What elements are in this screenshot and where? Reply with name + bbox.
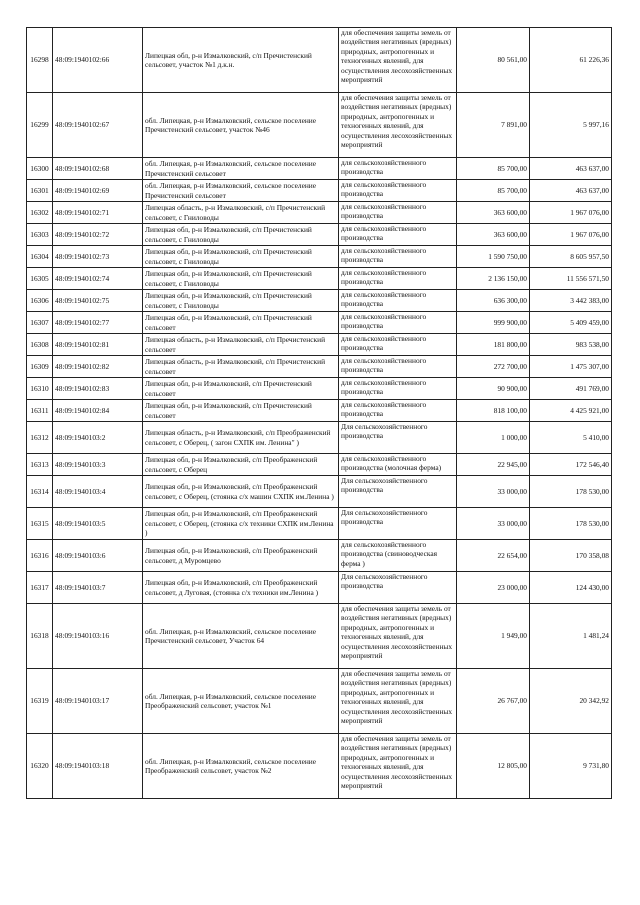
cadastral-number: 48:09:1940102:77 xyxy=(53,312,143,334)
cadastral-cost: 983 538,00 xyxy=(530,334,612,356)
table-row xyxy=(27,158,612,180)
address: Липецкая обл, р-н Измалковский, с/п Пречистенский сельсовет, с Гниловоды xyxy=(143,290,339,312)
area-value: 33 000,00 xyxy=(457,508,530,540)
cadastral-number: 48:09:1940103:4 xyxy=(53,476,143,508)
permitted-use: для сельскохозяйственного производства xyxy=(339,356,457,378)
row-number: 16298 xyxy=(27,28,53,93)
table-row xyxy=(27,604,612,669)
area-value: 1 000,00 xyxy=(457,422,530,454)
cadastral-cost: 463 637,00 xyxy=(530,180,612,202)
area-value: 23 000,00 xyxy=(457,572,530,604)
permitted-use: Для сельскохозяйственного производства xyxy=(339,422,457,454)
table-row xyxy=(27,476,612,508)
address: Липецкая обл, р-н Измалковский, с/п Пречистенский сельсовет xyxy=(143,400,339,422)
row-number: 16311 xyxy=(27,400,53,422)
address: Липецкая обл, р-н Измалковский, с/п Пречистенский сельсовет, с Гниловоды xyxy=(143,224,339,246)
cadastral-number: 48:09:1940102:74 xyxy=(53,268,143,290)
cadastral-cost: 1 475 307,00 xyxy=(530,356,612,378)
cadastral-cost: 1 967 076,00 xyxy=(530,202,612,224)
table-row xyxy=(27,224,612,246)
cadastral-cost: 4 425 921,00 xyxy=(530,400,612,422)
cadastral-cost: 463 637,00 xyxy=(530,158,612,180)
permitted-use: для сельскохозяйственного производства xyxy=(339,312,457,334)
table-row xyxy=(27,246,612,268)
table-row xyxy=(27,334,612,356)
document-page xyxy=(26,27,611,799)
table-row xyxy=(27,508,612,540)
permitted-use: для сельскохозяйственного производства (молочная ферма) xyxy=(339,454,457,476)
area-value: 818 100,00 xyxy=(457,400,530,422)
cadastral-number: 48:09:1940103:2 xyxy=(53,422,143,454)
cadastral-number: 48:09:1940103:18 xyxy=(53,734,143,799)
table-row xyxy=(27,180,612,202)
row-number: 16305 xyxy=(27,268,53,290)
permitted-use: для обеспечения защиты земель от воздействия негативных (вредных) природных, антропогенных и техногенных явлений, для осуществления лесохозяйственных мероприятий xyxy=(339,604,457,669)
area-value: 999 900,00 xyxy=(457,312,530,334)
row-number: 16308 xyxy=(27,334,53,356)
cadastral-number: 48:09:1940102:75 xyxy=(53,290,143,312)
permitted-use: для обеспечения защиты земель от воздействия негативных (вредных) природных, антропогенных и техногенных явлений, для осуществления лесохозяйственных мероприятий xyxy=(339,669,457,734)
cadastral-number: 48:09:1940103:16 xyxy=(53,604,143,669)
address: Липецкая обл, р-н Измалковский, с/п Преображенский сельсовет, с Оберец, (стоянка с/х машин СХПК им.Ленина ) xyxy=(143,476,339,508)
address: Липецкая область, р-н Измалковский, с/п Пречистенский сельсовет, с Гниловоды xyxy=(143,202,339,224)
permitted-use: для сельскохозяйственного производства xyxy=(339,290,457,312)
cadastral-number: 48:09:1940102:83 xyxy=(53,378,143,400)
address: Липецкая обл, р-н Измалковский, с/п Пречистенский сельсовет xyxy=(143,312,339,334)
cadastral-number: 48:09:1940103:7 xyxy=(53,572,143,604)
table-row xyxy=(27,378,612,400)
cadastral-cost: 5 997,16 xyxy=(530,93,612,158)
permitted-use: для сельскохозяйственного производства xyxy=(339,400,457,422)
row-number: 16306 xyxy=(27,290,53,312)
permitted-use: для сельскохозяйственного производства xyxy=(339,334,457,356)
area-value: 2 136 150,00 xyxy=(457,268,530,290)
area-value: 181 800,00 xyxy=(457,334,530,356)
area-value: 1 590 750,00 xyxy=(457,246,530,268)
cadastral-cost: 491 769,00 xyxy=(530,378,612,400)
cadastral-number: 48:09:1940102:68 xyxy=(53,158,143,180)
cadastral-number: 48:09:1940102:73 xyxy=(53,246,143,268)
area-value: 636 300,00 xyxy=(457,290,530,312)
area-value: 26 767,00 xyxy=(457,669,530,734)
table-row xyxy=(27,572,612,604)
row-number: 16313 xyxy=(27,454,53,476)
area-value: 85 700,00 xyxy=(457,158,530,180)
row-number: 16314 xyxy=(27,476,53,508)
row-number: 16307 xyxy=(27,312,53,334)
row-number: 16309 xyxy=(27,356,53,378)
area-value: 12 805,00 xyxy=(457,734,530,799)
address: обл. Липецкая, р-н Измалковский, сельское поселение Пречистенский сельсовет, участок №46 xyxy=(143,93,339,158)
permitted-use: для обеспечения защиты земель от воздействия негативных (вредных) природных, антропогенных и техногенных явлений, для осуществления лесохозяйственных мероприятий xyxy=(339,734,457,799)
row-number: 16299 xyxy=(27,93,53,158)
cadastral-cost: 8 605 957,50 xyxy=(530,246,612,268)
address: обл. Липецкая, р-н Измалковский, сельское поселение Преображенский сельсовет, участок №1 xyxy=(143,669,339,734)
cadastral-cost: 3 442 383,00 xyxy=(530,290,612,312)
cadastral-cost: 178 530,00 xyxy=(530,508,612,540)
row-number: 16301 xyxy=(27,180,53,202)
table-row xyxy=(27,93,612,158)
address: обл. Липецкая, р-н Измалковский, сельское поселение Пречистенский сельсовет, Участок 64 xyxy=(143,604,339,669)
row-number: 16304 xyxy=(27,246,53,268)
address: Липецкая обл, р-н Измалковский, с/п Преображенский сельсовет, д Муромцево xyxy=(143,540,339,572)
table-row xyxy=(27,202,612,224)
address: Липецкая обл, р-н Измалковский, с/п Пречистенский сельсовет, с Гниловоды xyxy=(143,268,339,290)
address: Липецкая область, р-н Измалковский, с/п Пречистенский сельсовет xyxy=(143,356,339,378)
cadastral-cost: 5 409 459,00 xyxy=(530,312,612,334)
area-value: 1 949,00 xyxy=(457,604,530,669)
row-number: 16312 xyxy=(27,422,53,454)
permitted-use: для сельскохозяйственного производства xyxy=(339,158,457,180)
address: обл. Липецкая, р-н Измалковский, сельское поселение Преображенский сельсовет, участок №2 xyxy=(143,734,339,799)
permitted-use: для сельскохозяйственного производства xyxy=(339,180,457,202)
table-row xyxy=(27,422,612,454)
row-number: 16300 xyxy=(27,158,53,180)
cadastral-number: 48:09:1940103:5 xyxy=(53,508,143,540)
area-value: 85 700,00 xyxy=(457,180,530,202)
cadastral-number: 48:09:1940103:6 xyxy=(53,540,143,572)
cadastral-number: 48:09:1940102:72 xyxy=(53,224,143,246)
row-number: 16315 xyxy=(27,508,53,540)
row-number: 16320 xyxy=(27,734,53,799)
address: Липецкая обл, р-н Измалковский, с/п Пречистенский сельсовет, участок №1 д.к.н. xyxy=(143,28,339,93)
row-number: 16317 xyxy=(27,572,53,604)
address: Липецкая обл, р-н Измалковский, с/п Пречистенский сельсовет, с Гниловоды xyxy=(143,246,339,268)
address: Липецкая область, р-н Измалковский, с/п Пречистенский сельсовет xyxy=(143,334,339,356)
row-number: 16303 xyxy=(27,224,53,246)
address: Липецкая область, р-н Измалковский, с/п Преображенский сельсовет, с Оберец, ( загон СХПК им. Ленина" ) xyxy=(143,422,339,454)
cadastral-cost: 124 430,00 xyxy=(530,572,612,604)
land-plots-table xyxy=(26,27,612,799)
address: Липецкая обл, р-н Измалковский, с/п Преображенский сельсовет, с Оберец, (стоянка с/х техники СХПК им.Ленина ) xyxy=(143,508,339,540)
cadastral-cost: 1 481,24 xyxy=(530,604,612,669)
permitted-use: для обеспечения защиты земель от воздействия негативных (вредных) природных, антропогенных и техногенных явлений, для осуществления лесохозяйственных мероприятий xyxy=(339,93,457,158)
area-value: 22 945,00 xyxy=(457,454,530,476)
table-row xyxy=(27,290,612,312)
row-number: 16319 xyxy=(27,669,53,734)
table-row xyxy=(27,540,612,572)
permitted-use: Для сельскохозяйственного производства xyxy=(339,476,457,508)
table-row xyxy=(27,268,612,290)
table-row xyxy=(27,400,612,422)
permitted-use: Для сельскохозяйственного производства xyxy=(339,572,457,604)
cadastral-number: 48:09:1940102:69 xyxy=(53,180,143,202)
cadastral-number: 48:09:1940102:82 xyxy=(53,356,143,378)
table-row xyxy=(27,312,612,334)
row-number: 16310 xyxy=(27,378,53,400)
cadastral-number: 48:09:1940102:67 xyxy=(53,93,143,158)
table-row xyxy=(27,356,612,378)
permitted-use: для сельскохозяйственного производства xyxy=(339,268,457,290)
area-value: 7 891,00 xyxy=(457,93,530,158)
cadastral-cost: 5 410,00 xyxy=(530,422,612,454)
area-value: 90 900,00 xyxy=(457,378,530,400)
address: Липецкая обл, р-н Измалковский, с/п Преображенский сельсовет, с Оберец xyxy=(143,454,339,476)
cadastral-cost: 9 731,80 xyxy=(530,734,612,799)
area-value: 22 654,00 xyxy=(457,540,530,572)
cadastral-cost: 170 358,08 xyxy=(530,540,612,572)
row-number: 16318 xyxy=(27,604,53,669)
cadastral-number: 48:09:1940103:3 xyxy=(53,454,143,476)
row-number: 16302 xyxy=(27,202,53,224)
permitted-use: для сельскохозяйственного производства xyxy=(339,224,457,246)
area-value: 363 600,00 xyxy=(457,224,530,246)
area-value: 80 561,00 xyxy=(457,28,530,93)
cadastral-number: 48:09:1940102:81 xyxy=(53,334,143,356)
area-value: 33 000,00 xyxy=(457,476,530,508)
permitted-use: Для сельскохозяйственного производства xyxy=(339,508,457,540)
permitted-use: для обеспечения защиты земель от воздействия негативных (вредных) природных, антропогенных и техногенных явлений, для осуществления лесохозяйственных мероприятий xyxy=(339,28,457,93)
cadastral-cost: 1 967 076,00 xyxy=(530,224,612,246)
cadastral-cost: 20 342,92 xyxy=(530,669,612,734)
cadastral-cost: 178 530,00 xyxy=(530,476,612,508)
cadastral-cost: 61 226,36 xyxy=(530,28,612,93)
table-row xyxy=(27,734,612,799)
address: Липецкая обл, р-н Измалковский, с/п Преображенский сельсовет, д Луговая, (стоянка с/х техники им.Ленина ) xyxy=(143,572,339,604)
cadastral-cost: 11 556 571,50 xyxy=(530,268,612,290)
table-row xyxy=(27,28,612,93)
table-row xyxy=(27,669,612,734)
table-row xyxy=(27,454,612,476)
cadastral-number: 48:09:1940103:17 xyxy=(53,669,143,734)
address: обл. Липецкая, р-н Измалковский, сельское поселение Пречистенский сельсовет xyxy=(143,158,339,180)
area-value: 363 600,00 xyxy=(457,202,530,224)
cadastral-cost: 172 546,40 xyxy=(530,454,612,476)
row-number: 16316 xyxy=(27,540,53,572)
cadastral-number: 48:09:1940102:84 xyxy=(53,400,143,422)
address: Липецкая обл, р-н Измалковский, с/п Пречистенский сельсовет xyxy=(143,378,339,400)
permitted-use: для сельскохозяйственного производства xyxy=(339,246,457,268)
cadastral-number: 48:09:1940102:66 xyxy=(53,28,143,93)
table-body xyxy=(27,28,612,799)
permitted-use: для сельскохозяйственного производства (свиноводческая ферма ) xyxy=(339,540,457,572)
address: обл. Липецкая, р-н Измалковский, сельское поселение Пречистенский сельсовет xyxy=(143,180,339,202)
area-value: 272 700,00 xyxy=(457,356,530,378)
permitted-use: для сельскохозяйственного производства xyxy=(339,378,457,400)
permitted-use: для сельскохозяйственного производства xyxy=(339,202,457,224)
cadastral-number: 48:09:1940102:71 xyxy=(53,202,143,224)
